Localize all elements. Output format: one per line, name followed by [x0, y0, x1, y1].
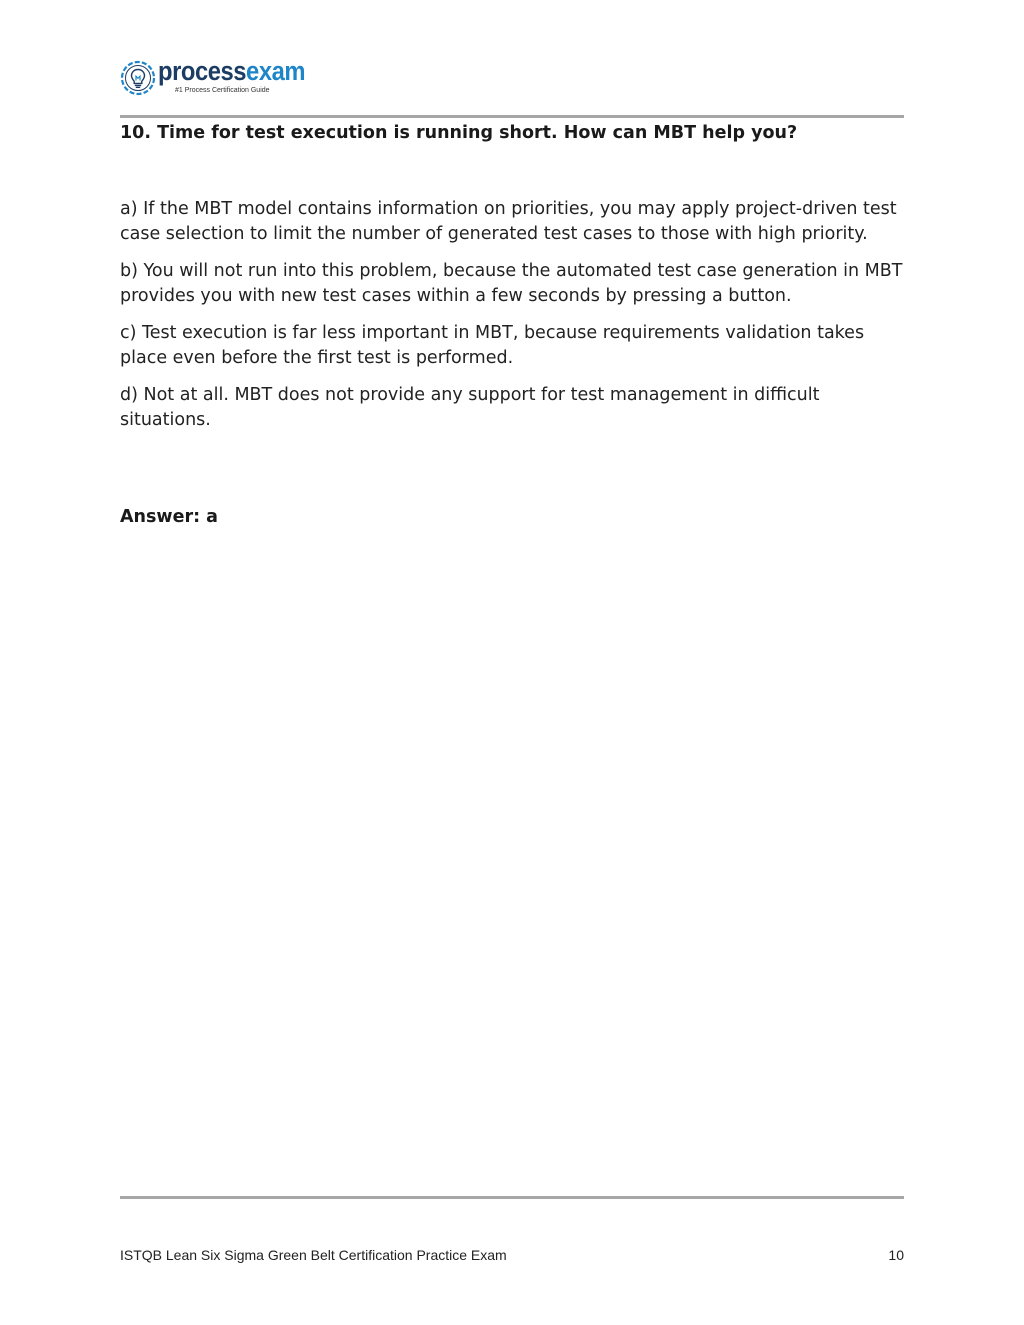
answer-text: Answer: a [120, 507, 218, 527]
option-c: c) Test execution is far less important in MBT, because requirements validation takes place even before the first test is performed. [120, 323, 865, 368]
option-d: d) Not at all. MBT does not provide any support for test management in difficult situations. [120, 385, 820, 430]
page-header [120, 58, 420, 102]
logo-tagline: #1 Process Certification Guide [175, 87, 270, 94]
header-divider [120, 115, 904, 118]
question-text: 10. Time for test execution is running short. How can MBT help you? [120, 123, 798, 143]
option-b: b) You will not run into this problem, because the automated test case generation in MBT provides you with new test cases within a few seconds by pressing a button. [120, 261, 903, 306]
footer-divider [120, 1196, 904, 1199]
option-a: a) If the MBT model contains information on priorities, you may apply project-driven test case selection to limit the number of generated test cases to those with high priority. [120, 199, 897, 244]
logo-brand-part2: exam [246, 56, 306, 86]
lightbulb-gear-icon [120, 60, 156, 96]
footer-title: ISTQB Lean Six Sigma Green Belt Certification Practice Exam [120, 1247, 507, 1263]
logo-wordmark [158, 54, 305, 88]
page-number: 10 [888, 1247, 904, 1263]
logo-brand-part1: process [158, 56, 247, 86]
answer-options-list [120, 197, 910, 445]
